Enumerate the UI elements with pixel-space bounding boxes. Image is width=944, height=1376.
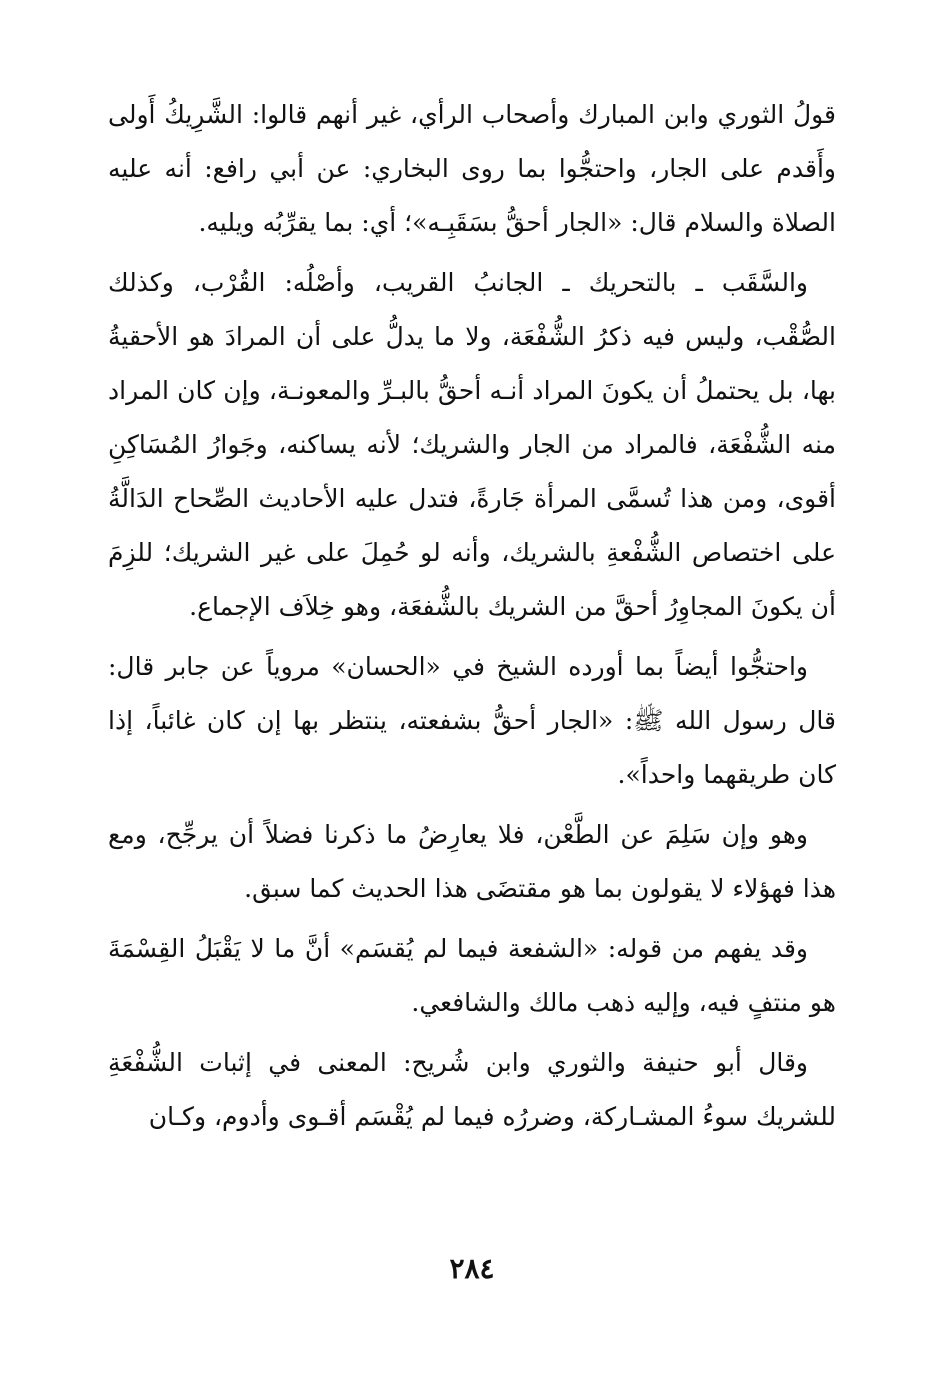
paragraph-6: وقال أبو حنيفة والثوري وابن شُريح: المعنى في إثبات الشُّفْعَةِ للشريك سوءُ المشـاركة، وضررُه فيما لم يُقْسَم أقـوى وأدوم، وكـان: [108, 1048, 836, 1131]
paragraph-4: وهو وإن سَلِمَ عن الطَّعْن، فلا يعارِضُ ما ذكرنا فضلاً أن يرجِّح، ومع هذا فهؤلاء لا يقولون بما هو مقتضَى هذا الحديث كما سبق.: [108, 820, 836, 903]
paragraph-1: قولُ الثوري وابن المبارك وأصحاب الرأي، غير أنهم قالوا: الشَّرِيكُ أَولى وأَقدم على الجار، واحتجُّوا بما روى البخاري: عن أبي رافع: أنه عليه الصلاة والسلام قال: «الجار أحقُّ بسَقَبِـه»؛ أي: بما يقرِّبُه ويليه.: [108, 100, 836, 237]
paragraph-5: وقد يفهم من قوله: «الشفعة فيما لم يُقسَم» أنَّ ما لا يَقْبَلُ القِسْمَةَ هو منتفٍ فيه، وإليه ذهب مالك والشافعي.: [108, 934, 836, 1017]
paragraph-3: واحتجُّوا أيضاً بما أورده الشيخ في «الحسان» مروياً عن جابر قال: قال رسول الله ﷺ: «الجار أحقُّ بشفعته، ينتظر بها إن كان غائباً، إذا كان طريقهما واحداً».: [108, 652, 836, 789]
page-number: ٢٨٤: [449, 1252, 495, 1285]
page-text: [108, 88, 836, 1144]
paragraph-2: والسَّقَب ـ بالتحريك ـ الجانبُ القريب، وأصْلُه: القُرْب، وكذلك الصُّقْب، وليس فيه ذكرُ الشُّفْعَة، ولا ما يدلُّ على أن المرادَ هو الأحقيةُ بها، بل يحتملُ أن يكونَ المراد أنـه أحقُّ بالبـرِّ والمعونـة، وإن كان المراد منه الشُّفْعَة، فالمراد من الجار والشريك؛ لأنه يساكنه، وجَوارُ المُسَاكِنِ أقوى، ومن هذا تُسمَّى المرأة جَارةً، فتدل عليه الأحاديث الصِّحاح الدَالَّةُ على اختصاص الشُّفْعةِ بالشريك، وأنه لو حُمِلَ على غير الشريك؛ للزِمَ أن يكونَ المجاوِرُ أحقَّ من الشريك بالشُّفعَة، وهو خِلاَف الإجماع.: [108, 268, 836, 621]
